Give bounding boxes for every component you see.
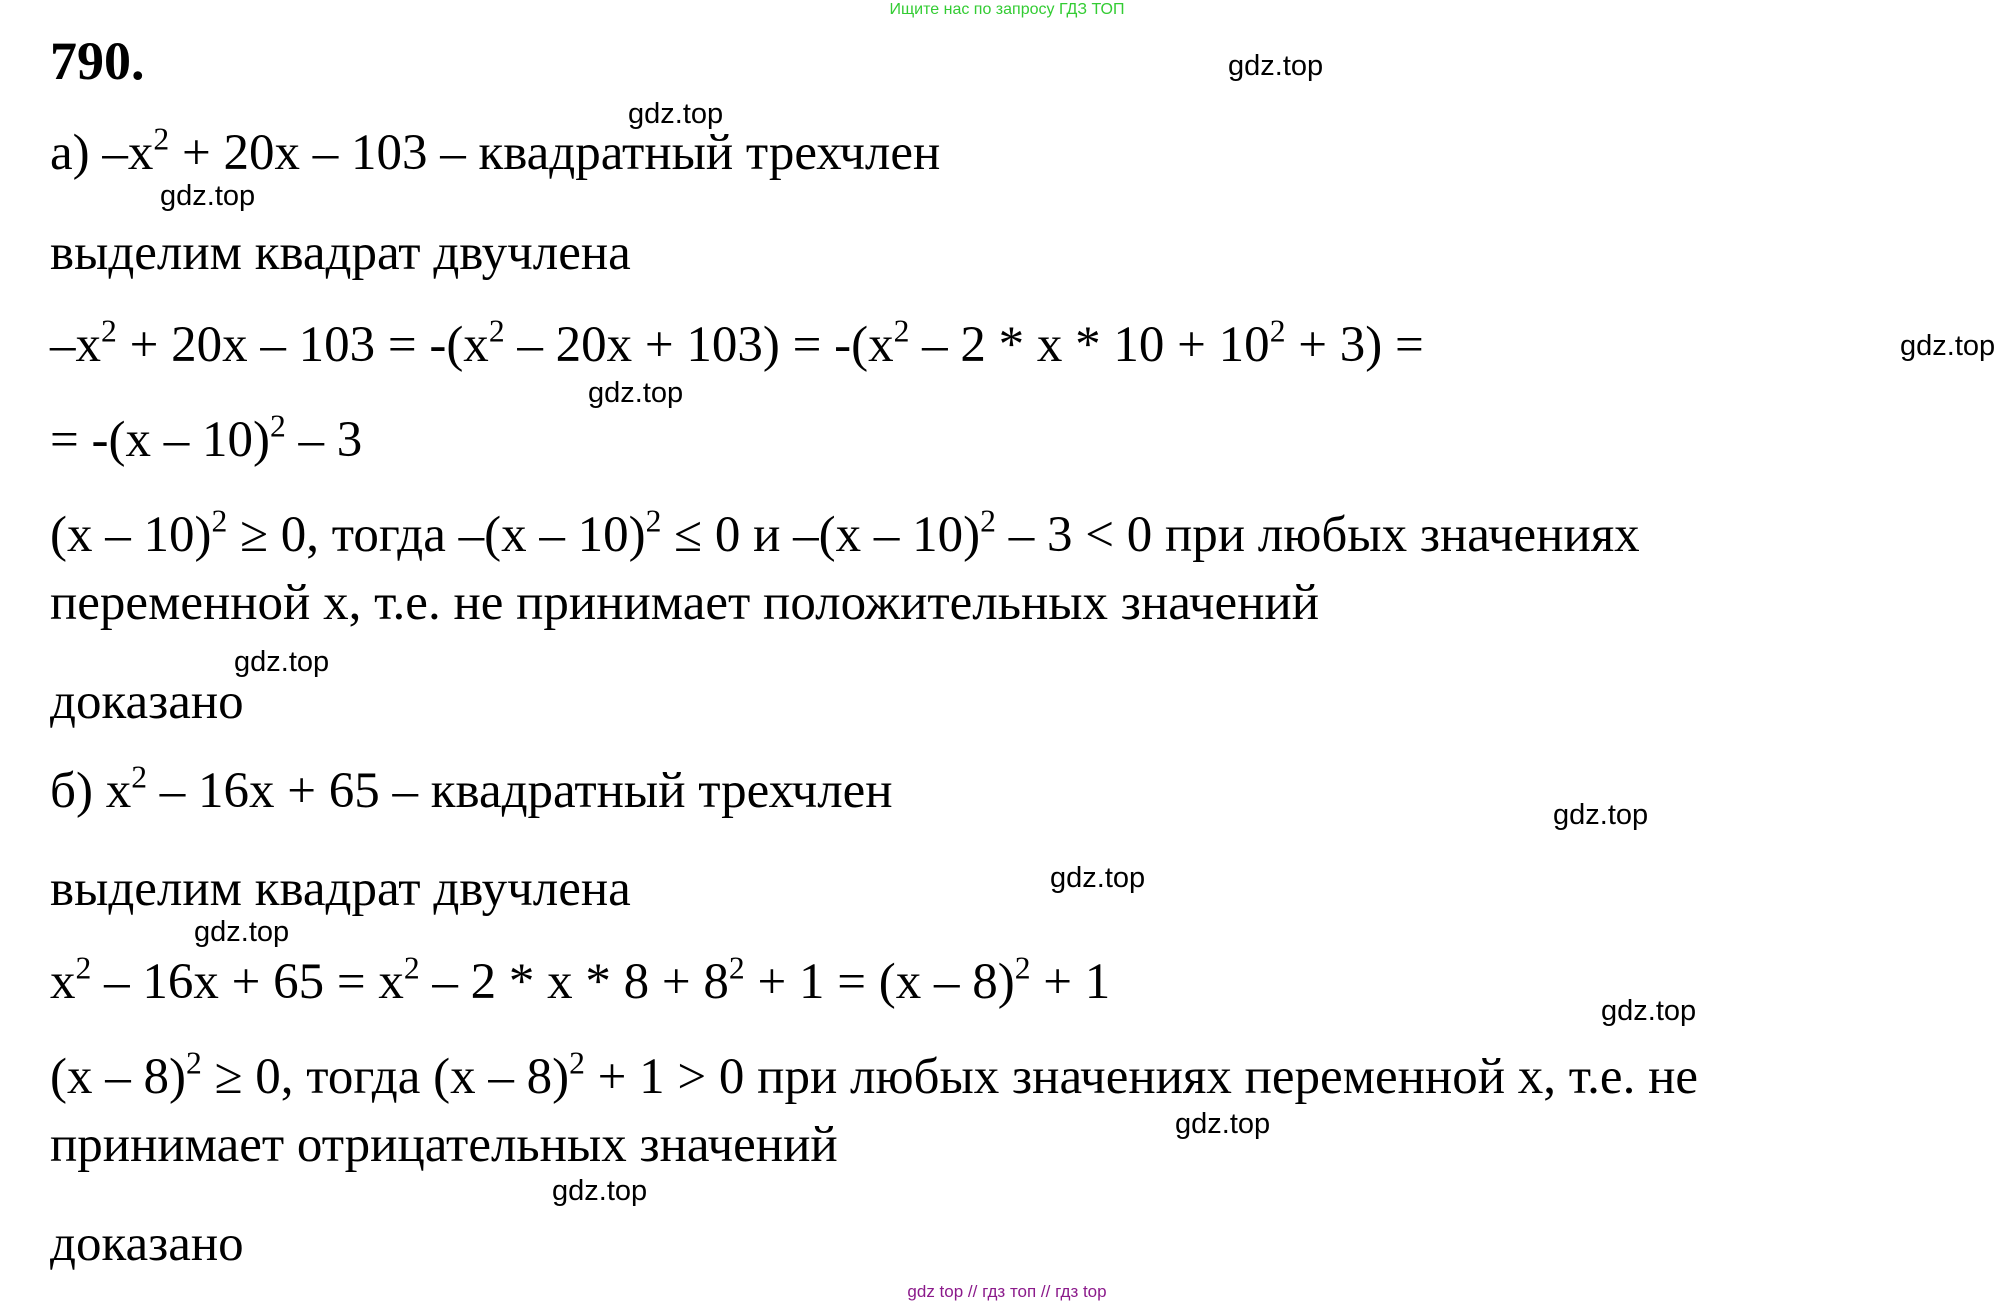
- part-a-label: а): [50, 125, 90, 181]
- part-b-label: б): [50, 763, 93, 819]
- problem-number: 790.: [50, 31, 145, 91]
- watermark-text: gdz.top: [160, 180, 256, 212]
- footer-watermark: gdz top // гдз топ // гдз top: [907, 1282, 1107, 1301]
- part-a-expression: $-x^2 + 20x - 103$: [102, 121, 428, 181]
- part-b-intro: [50, 759, 893, 819]
- part-a-conclusion-line-1: (x – 10)$^2$ ≥ 0, тогда –(x – 10)$^2$ ≤ 0 и –(x – 10)$^2$ – 3 < 0 при любых значениях: [50, 503, 1640, 563]
- watermark-text: gdz.top: [234, 646, 330, 678]
- part-b-final: доказано: [50, 1216, 244, 1272]
- watermark-text: gdz.top: [1050, 862, 1146, 894]
- part-a-derivation-line-2: = -(x – 10)$^2$ – 3: [50, 408, 363, 468]
- part-a-derivation-line-1: $-x^2 + 20x - 103 = -(x^2 - 20x + 103) = -(x^2 - 2 * x * 10 + 10^2 + 3)$ =: [50, 313, 1424, 373]
- watermark-text: gdz.top: [1175, 1108, 1271, 1140]
- part-b-expression: $x^2 - 16x + 65$: [105, 759, 380, 819]
- watermark-text: gdz.top: [628, 98, 724, 130]
- watermark-text: gdz.top: [1900, 330, 1996, 362]
- part-a-intro: [50, 121, 941, 181]
- part-a-intro-text: – квадратный трехчлен: [440, 125, 941, 181]
- part-b-step-title: выделим квадрат двучлена: [50, 861, 631, 917]
- part-b-conclusion-line-2: принимает отрицательных значений: [50, 1117, 838, 1173]
- watermark-text: gdz.top: [588, 377, 684, 409]
- part-b-derivation-line: $x^2 - 16x + 65 = x^2 - 2 * x * 8 + 8^2 + 1 = (x - 8)^2 + 1$: [50, 950, 1111, 1010]
- part-a-step-title: выделим квадрат двучлена: [50, 225, 631, 281]
- top-banner: Ищите нас по запросу ГДЗ ТОП: [889, 1, 1125, 18]
- watermark-text: gdz.top: [552, 1175, 648, 1207]
- part-a-final: доказано: [50, 674, 244, 730]
- watermark-text: gdz.top: [1553, 799, 1649, 831]
- part-b-intro-text: – квадратный трехчлен: [392, 763, 893, 819]
- watermark-text: gdz.top: [1601, 995, 1697, 1027]
- part-b-conclusion-line-1: (x – 8)$^2$ ≥ 0, тогда (x – 8)$^2$ + 1 > 0 при любых значениях переменной x, т.е. не: [50, 1045, 1699, 1105]
- watermark-text: gdz.top: [1228, 50, 1324, 82]
- watermark-text: gdz.top: [194, 916, 290, 948]
- part-a-conclusion-line-2: переменной x, т.е. не принимает положительных значений: [50, 575, 1319, 631]
